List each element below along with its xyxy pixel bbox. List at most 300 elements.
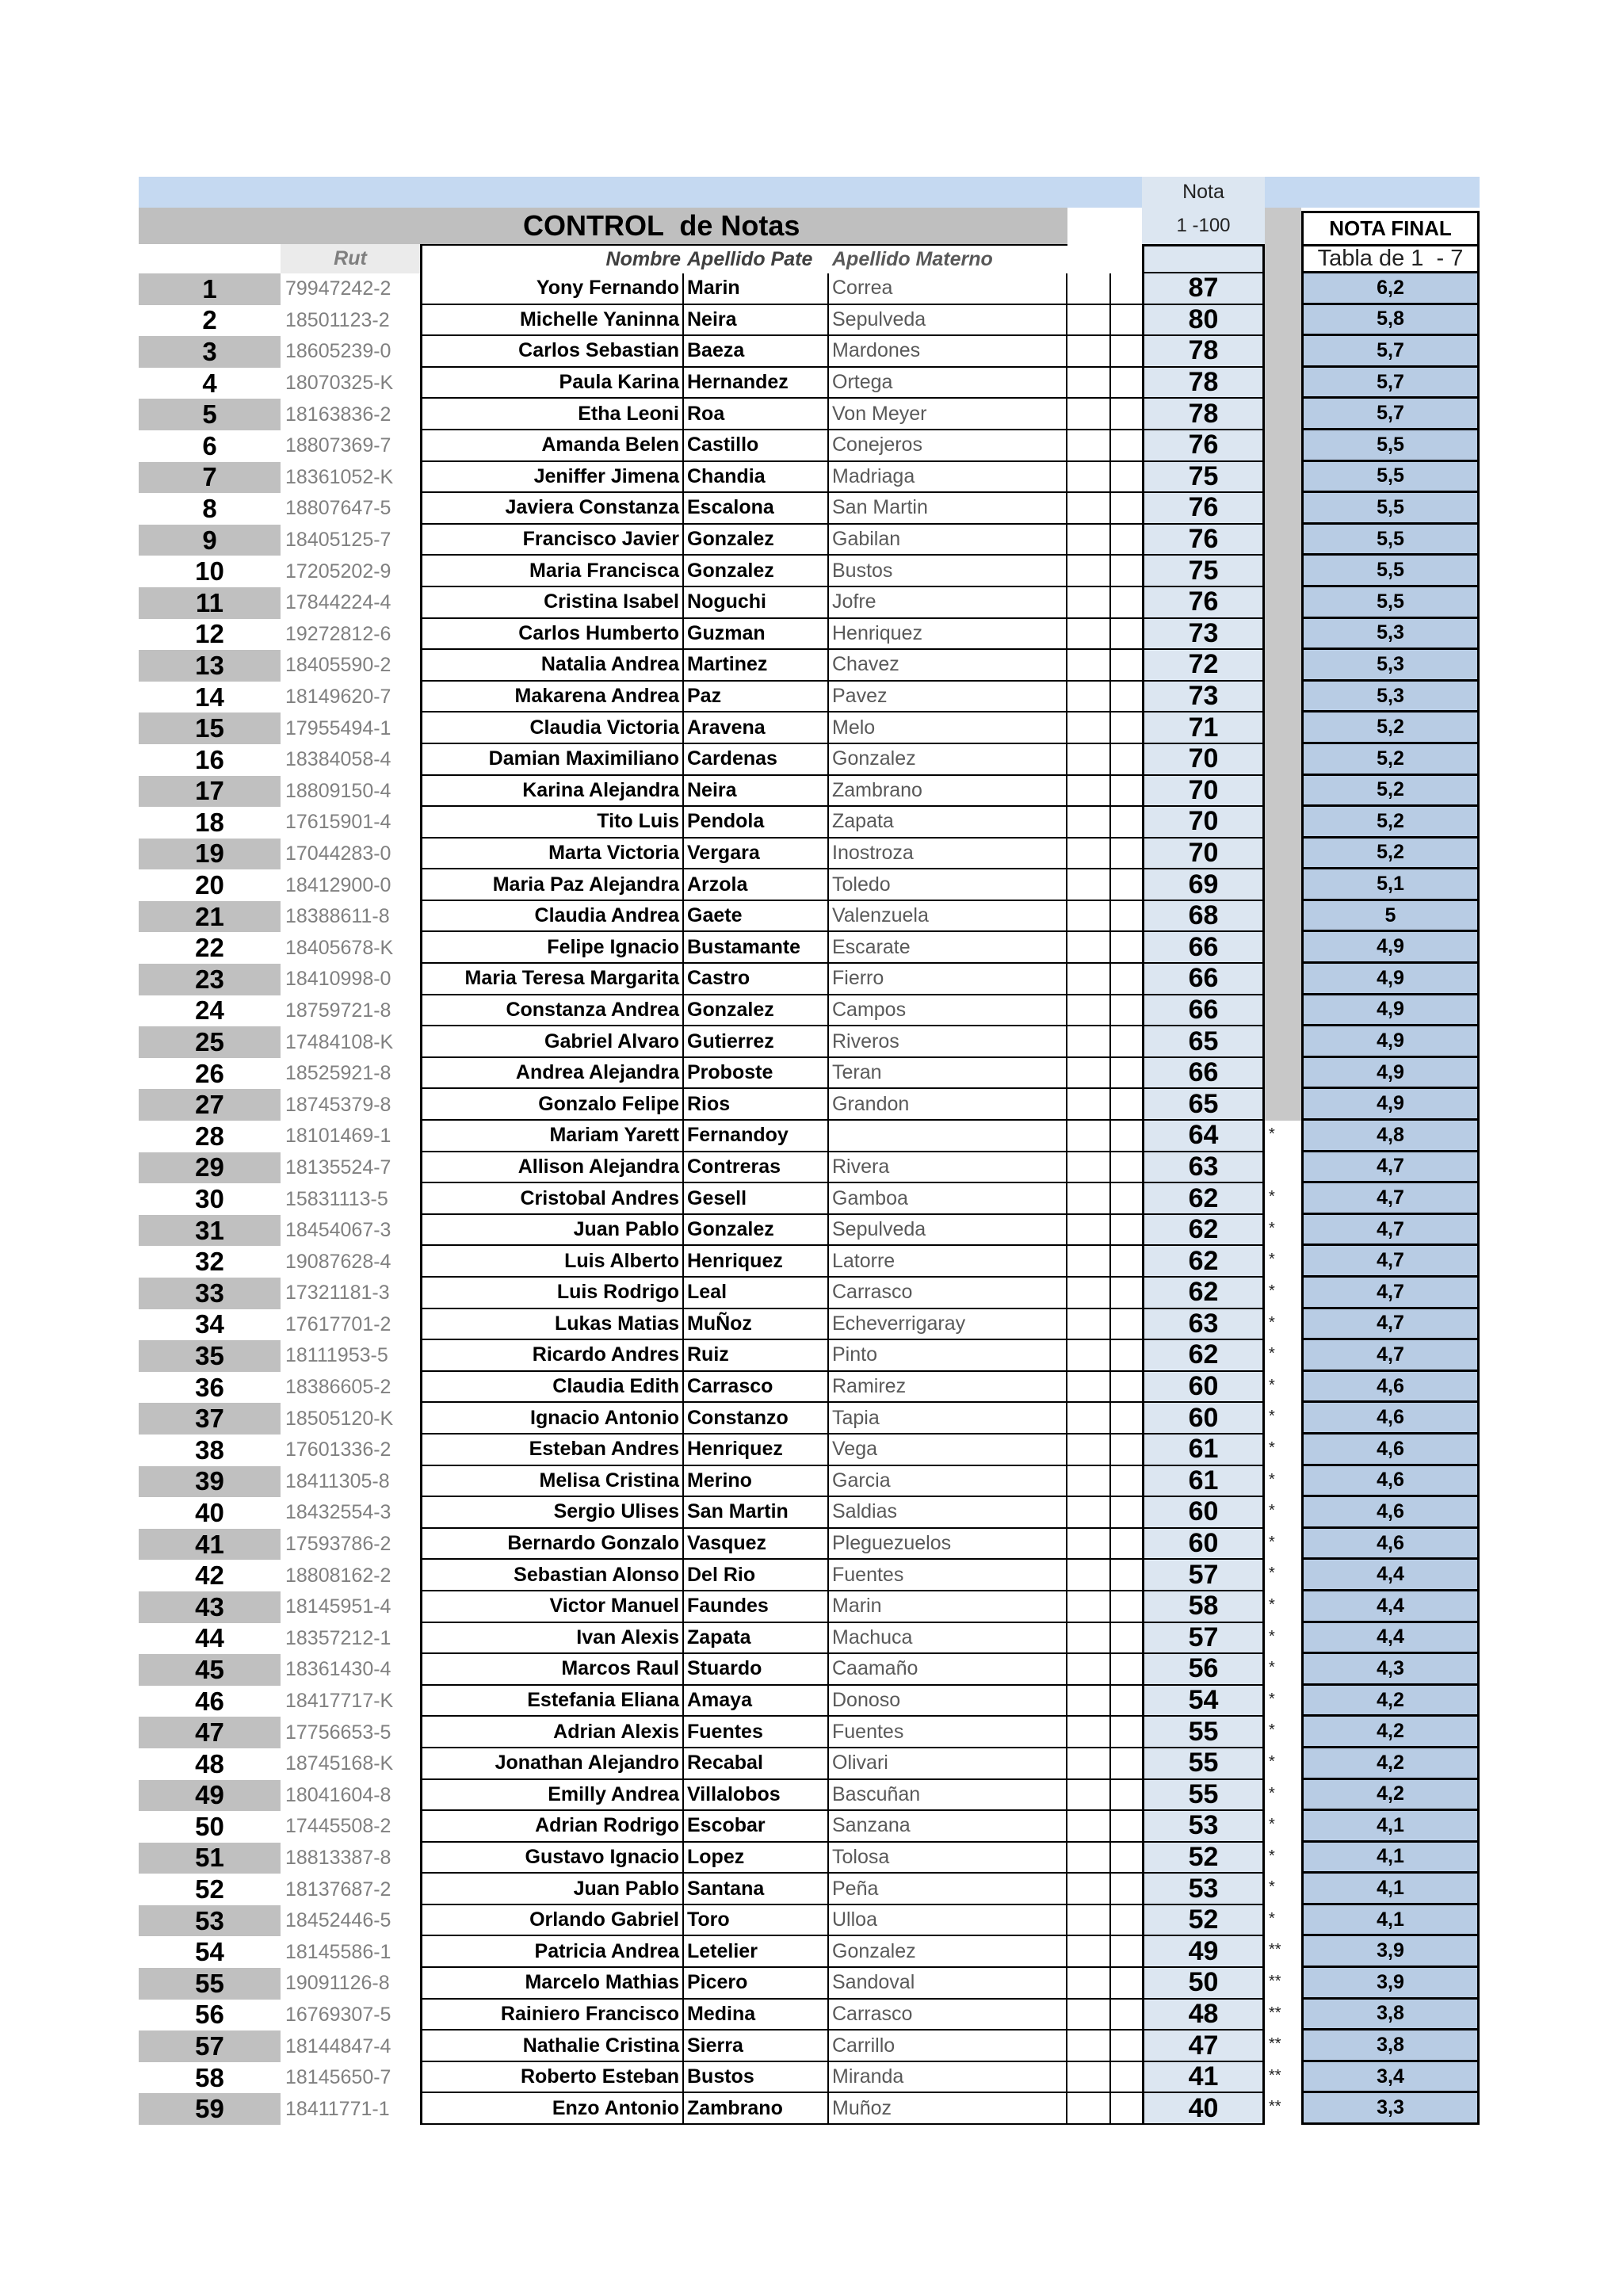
nota-cell: 65 bbox=[1142, 1026, 1265, 1058]
nota-cell: 61 bbox=[1142, 1466, 1265, 1498]
header-band bbox=[139, 177, 1142, 208]
empty-cell bbox=[1067, 1780, 1111, 1812]
nota-cell: 66 bbox=[1142, 995, 1265, 1027]
empty-cell bbox=[1067, 1058, 1111, 1090]
row-number: 59 bbox=[139, 2093, 281, 2125]
nombre-cell: Amanda Belen bbox=[420, 430, 684, 462]
rut-cell: 18144847-4 bbox=[285, 2034, 391, 2057]
nombre-cell: Maria Francisca bbox=[420, 556, 684, 587]
student-row bbox=[139, 619, 1480, 651]
student-row bbox=[139, 1121, 1480, 1152]
apellido-materno-cell: Donoso bbox=[829, 1686, 1067, 1717]
apellido-paterno-cell: Amaya bbox=[684, 1686, 829, 1717]
nota-cell: 76 bbox=[1142, 493, 1265, 525]
marca-cell bbox=[1265, 682, 1301, 713]
nombre-cell: Ivan Alexis bbox=[420, 1623, 684, 1655]
rut-cell: 18432554-3 bbox=[285, 1501, 391, 1524]
empty-cell bbox=[1067, 1215, 1111, 1247]
row-number: 55 bbox=[139, 1968, 281, 2000]
marca-column-header bbox=[1265, 208, 1301, 273]
empty-cell bbox=[1111, 430, 1142, 462]
marca-cell: * bbox=[1269, 1219, 1275, 1237]
nota-final-cell: 4,9 bbox=[1301, 964, 1480, 995]
rut-cell: 18759721-8 bbox=[285, 999, 391, 1022]
marca-cell bbox=[1265, 1058, 1301, 1090]
empty-cell bbox=[1111, 712, 1142, 744]
rut-cell: 79947242-2 bbox=[285, 277, 391, 300]
nota-final-cell: 4,9 bbox=[1301, 1089, 1480, 1121]
nota-final-cell: 5,5 bbox=[1301, 556, 1480, 587]
empty-cell bbox=[1111, 1435, 1142, 1466]
row-number: 41 bbox=[139, 1529, 281, 1561]
apellido-paterno-cell: Castillo bbox=[684, 430, 829, 462]
rut-cell: 18411771-1 bbox=[285, 2097, 390, 2120]
marca-cell: * bbox=[1269, 1721, 1275, 1740]
student-row bbox=[139, 1466, 1480, 1498]
nombre-cell: Enzo Antonio bbox=[420, 2093, 684, 2125]
nota-cell: 62 bbox=[1142, 1246, 1265, 1278]
apellido-paterno-cell: San Martin bbox=[684, 1497, 829, 1529]
student-row bbox=[139, 399, 1480, 430]
apellido-materno-cell: Tapia bbox=[829, 1403, 1067, 1435]
marca-cell bbox=[1265, 1152, 1301, 1184]
nota-final-cell: 4,2 bbox=[1301, 1780, 1480, 1812]
empty-cell bbox=[1111, 1026, 1142, 1058]
nota-final-cell: 4,7 bbox=[1301, 1152, 1480, 1184]
nombre-cell: Yony Fernando bbox=[420, 273, 684, 305]
empty-cell bbox=[1067, 1497, 1111, 1529]
apellido-paterno-cell: Castro bbox=[684, 964, 829, 995]
apellido-paterno-cell: Roa bbox=[684, 399, 829, 430]
rut-cell: 17601336-2 bbox=[285, 1438, 391, 1461]
rut-cell: 18411305-8 bbox=[285, 1469, 390, 1492]
nota-cell: 60 bbox=[1142, 1403, 1265, 1435]
apellido-materno-cell: Gabilan bbox=[829, 525, 1067, 556]
rut-cell: 18135524-7 bbox=[285, 1156, 391, 1179]
nota-final-cell: 5,2 bbox=[1301, 744, 1480, 776]
apellido-materno-cell: Chavez bbox=[829, 650, 1067, 682]
row-number: 21 bbox=[139, 901, 281, 933]
apellido-materno-cell: Escarate bbox=[829, 932, 1067, 964]
student-row bbox=[139, 556, 1480, 587]
nombre-cell: Rainiero Francisco bbox=[420, 2000, 684, 2031]
empty-cell bbox=[1067, 493, 1111, 525]
nombre-cell: Esteban Andres bbox=[420, 1435, 684, 1466]
apellido-materno-cell: Valenzuela bbox=[829, 901, 1067, 933]
marca-cell bbox=[1265, 273, 1301, 305]
marca-cell bbox=[1265, 869, 1301, 901]
apellido-paterno-cell: Fernandoy bbox=[684, 1121, 829, 1152]
nota-cell: 48 bbox=[1142, 2000, 1265, 2031]
row-number: 44 bbox=[195, 1623, 224, 1653]
student-row bbox=[139, 995, 1480, 1027]
apellido-paterno-cell: Constanzo bbox=[684, 1403, 829, 1435]
student-row bbox=[139, 1717, 1480, 1748]
row-number: 38 bbox=[195, 1435, 224, 1465]
apellido-paterno-cell: Gonzalez bbox=[684, 995, 829, 1027]
empty-cell bbox=[1067, 650, 1111, 682]
rut-cell: 18417717-K bbox=[285, 1690, 394, 1713]
apellido-materno-cell: Sepulveda bbox=[829, 1215, 1067, 1247]
marca-cell bbox=[1265, 462, 1301, 494]
apellido-paterno-cell: Rios bbox=[684, 1089, 829, 1121]
empty-cell bbox=[1111, 1780, 1142, 1812]
empty-cell bbox=[1111, 932, 1142, 964]
rut-cell: 17321181-3 bbox=[285, 1282, 390, 1305]
rut-cell: 17044283-0 bbox=[285, 842, 391, 865]
nombre-cell: Maria Teresa Margarita bbox=[420, 964, 684, 995]
empty-cell bbox=[1067, 1717, 1111, 1748]
marca-cell: * bbox=[1269, 1502, 1275, 1520]
marca-cell bbox=[1265, 493, 1301, 525]
nota-cell: 70 bbox=[1142, 744, 1265, 776]
empty-cell bbox=[1111, 744, 1142, 776]
marca-cell bbox=[1265, 556, 1301, 587]
marca-cell bbox=[1265, 807, 1301, 839]
rut-column-header: Rut bbox=[281, 244, 420, 273]
marca-cell: * bbox=[1269, 1878, 1275, 1897]
marca-cell bbox=[1265, 368, 1301, 399]
nota-final-cell: 5,2 bbox=[1301, 712, 1480, 744]
page-title: CONTROL de Notas bbox=[523, 209, 800, 242]
nota-final-cell: 5,3 bbox=[1301, 619, 1480, 651]
rut-cell: 18405678-K bbox=[285, 936, 394, 959]
apellido-paterno-cell: Faundes bbox=[684, 1591, 829, 1623]
empty-cell bbox=[1111, 1686, 1142, 1717]
empty-cell bbox=[1111, 1654, 1142, 1686]
empty-cell bbox=[1067, 1686, 1111, 1717]
nota-final-cell: 5,2 bbox=[1301, 839, 1480, 870]
nombre-cell: Luis Rodrigo bbox=[420, 1278, 684, 1309]
nota-final-cell: 4,1 bbox=[1301, 1874, 1480, 1905]
row-number: 31 bbox=[139, 1215, 281, 1247]
empty-cell bbox=[1111, 1372, 1142, 1404]
empty-cell bbox=[1111, 1089, 1142, 1121]
apellido-materno-cell: Ulloa bbox=[829, 1905, 1067, 1937]
apellido-materno-cell: Ortega bbox=[829, 368, 1067, 399]
nota-cell: 76 bbox=[1142, 525, 1265, 556]
apellido-materno-cell: Von Meyer bbox=[829, 399, 1067, 430]
empty-cell bbox=[1067, 1152, 1111, 1184]
student-row bbox=[139, 587, 1480, 619]
row-number: 7 bbox=[139, 462, 281, 494]
nota-final-cell: 5,3 bbox=[1301, 650, 1480, 682]
student-row bbox=[139, 1152, 1480, 1184]
apellido-paterno-cell: Neira bbox=[684, 776, 829, 808]
empty-cell bbox=[1067, 901, 1111, 933]
row-number: 18 bbox=[195, 807, 224, 837]
student-row bbox=[139, 839, 1480, 870]
empty-cell bbox=[1067, 368, 1111, 399]
rut-cell: 17955494-1 bbox=[285, 716, 391, 739]
empty-cell bbox=[1111, 1246, 1142, 1278]
row-number: 4 bbox=[202, 368, 217, 398]
row-number: 29 bbox=[139, 1152, 281, 1184]
nota-final-cell: 4,7 bbox=[1301, 1309, 1480, 1341]
apellido-materno-cell: Fuentes bbox=[829, 1717, 1067, 1748]
row-number: 35 bbox=[139, 1340, 281, 1372]
empty-cell bbox=[1111, 807, 1142, 839]
nota-final-cell: 5,5 bbox=[1301, 493, 1480, 525]
marca-cell: * bbox=[1269, 1376, 1275, 1394]
marca-cell bbox=[1265, 336, 1301, 368]
marca-cell: * bbox=[1269, 1564, 1275, 1583]
empty-cell bbox=[1067, 807, 1111, 839]
nombre-cell: Patricia Andrea bbox=[420, 1936, 684, 1968]
nota-final-cell: 5,5 bbox=[1301, 462, 1480, 494]
apellido-materno-cell: Zapata bbox=[829, 807, 1067, 839]
row-number: 2 bbox=[202, 305, 217, 335]
rut-cell: 18070325-K bbox=[285, 372, 394, 395]
marca-cell: * bbox=[1269, 1595, 1275, 1614]
apellido-paterno-cell: Proboste bbox=[684, 1058, 829, 1090]
apellido-materno-cell: Toledo bbox=[829, 869, 1067, 901]
rut-cell: 17615901-4 bbox=[285, 811, 391, 834]
student-row bbox=[139, 525, 1480, 556]
rut-cell: 18605239-0 bbox=[285, 340, 391, 363]
marca-cell: * bbox=[1269, 1470, 1275, 1488]
nota-final-cell: 5,8 bbox=[1301, 305, 1480, 337]
rut-cell: 19091126-8 bbox=[285, 1972, 390, 1995]
student-row bbox=[139, 1215, 1480, 1247]
row-number: 56 bbox=[195, 2000, 224, 2030]
row-number: 12 bbox=[195, 619, 224, 649]
nota-final-cell: 5,5 bbox=[1301, 430, 1480, 462]
nombre-cell: Sebastian Alonso bbox=[420, 1560, 684, 1591]
marca-cell: * bbox=[1269, 1408, 1275, 1426]
rut-cell: 18145650-7 bbox=[285, 2066, 391, 2089]
rut-cell: 18111953-5 bbox=[285, 1344, 388, 1367]
marca-cell bbox=[1265, 901, 1301, 933]
rut-cell: 18525921-8 bbox=[285, 1062, 391, 1085]
rut-cell: 18501123-2 bbox=[285, 308, 390, 331]
nota-final-cell: 3,4 bbox=[1301, 2062, 1480, 2094]
nombre-cell: Bernardo Gonzalo bbox=[420, 1529, 684, 1561]
marca-cell bbox=[1265, 430, 1301, 462]
nota-cell: 64 bbox=[1142, 1121, 1265, 1152]
student-row bbox=[139, 1026, 1480, 1058]
apellido-materno-cell: Campos bbox=[829, 995, 1067, 1027]
nota-final-cell: 5,1 bbox=[1301, 869, 1480, 901]
empty-cell bbox=[1067, 1026, 1111, 1058]
marca-cell: * bbox=[1269, 1784, 1275, 1802]
nombre-cell: Ricardo Andres bbox=[420, 1340, 684, 1372]
empty-cell bbox=[1067, 839, 1111, 870]
empty-cell bbox=[1111, 2030, 1142, 2062]
nombre-cell: Allison Alejandra bbox=[420, 1152, 684, 1184]
row-number: 1 bbox=[139, 273, 281, 305]
nombre-cell: Carlos Sebastian bbox=[420, 336, 684, 368]
student-row bbox=[139, 336, 1480, 368]
apellido-paterno-cell: Escalona bbox=[684, 493, 829, 525]
nombre-cell: Michelle Yaninna bbox=[420, 305, 684, 337]
apellido-paterno-cell: Gonzalez bbox=[684, 556, 829, 587]
empty-cell bbox=[1111, 587, 1142, 619]
marca-cell bbox=[1265, 399, 1301, 430]
empty-cell bbox=[1111, 1183, 1142, 1215]
nota-cell: 40 bbox=[1142, 2093, 1265, 2125]
marca-cell: ** bbox=[1269, 1941, 1281, 1959]
empty-cell bbox=[1111, 1905, 1142, 1937]
nota-cell: 73 bbox=[1142, 619, 1265, 651]
student-row bbox=[139, 776, 1480, 808]
nota-cell: 71 bbox=[1142, 712, 1265, 744]
nota-cell: 78 bbox=[1142, 368, 1265, 399]
rut-cell: 18813387-8 bbox=[285, 1846, 391, 1869]
nota-final-cell: 3,9 bbox=[1301, 1936, 1480, 1968]
empty-cell bbox=[1111, 1591, 1142, 1623]
apellido-materno-cell: Grandon bbox=[829, 1089, 1067, 1121]
row-number: 45 bbox=[139, 1654, 281, 1686]
nota-final-cell: 4,1 bbox=[1301, 1843, 1480, 1874]
header-band bbox=[1265, 177, 1480, 208]
row-number: 34 bbox=[195, 1309, 224, 1339]
student-row bbox=[139, 368, 1480, 399]
nombre-cell: Adrian Rodrigo bbox=[420, 1811, 684, 1843]
empty-cell bbox=[1067, 2093, 1111, 2125]
empty-cell bbox=[1111, 1874, 1142, 1905]
apellido-paterno-cell: Cardenas bbox=[684, 744, 829, 776]
nota-cell: 55 bbox=[1142, 1780, 1265, 1812]
marca-cell: * bbox=[1269, 1345, 1275, 1363]
student-row bbox=[139, 1591, 1480, 1623]
row-number: 11 bbox=[139, 587, 281, 619]
apellido-paterno-cell: Santana bbox=[684, 1874, 829, 1905]
apellido-materno-cell: Fierro bbox=[829, 964, 1067, 995]
empty-cell bbox=[1111, 1466, 1142, 1498]
marca-cell: * bbox=[1269, 1282, 1275, 1300]
rut-cell: 18137687-2 bbox=[285, 1878, 391, 1901]
apellido-materno-cell: Gamboa bbox=[829, 1183, 1067, 1215]
row-number: 39 bbox=[139, 1466, 281, 1498]
nota-cell: 58 bbox=[1142, 1591, 1265, 1623]
nombre-cell: Victor Manuel bbox=[420, 1591, 684, 1623]
apellido-paterno-cell: Gonzalez bbox=[684, 1215, 829, 1247]
nombre-cell: Francisco Javier bbox=[420, 525, 684, 556]
marca-cell bbox=[1265, 964, 1301, 995]
nota-cell: 55 bbox=[1142, 1717, 1265, 1748]
empty-cell bbox=[1067, 1905, 1111, 1937]
nota-cell: 55 bbox=[1142, 1748, 1265, 1780]
student-row bbox=[139, 305, 1480, 337]
marca-cell: ** bbox=[1269, 2066, 1281, 2084]
empty-cell bbox=[1111, 1843, 1142, 1874]
student-row bbox=[139, 2000, 1480, 2031]
rut-cell: 18807647-5 bbox=[285, 497, 391, 520]
empty-cell bbox=[1111, 2000, 1142, 2031]
empty-cell bbox=[1067, 932, 1111, 964]
marca-cell: * bbox=[1269, 1659, 1275, 1677]
empty-cell bbox=[1067, 2062, 1111, 2094]
apellido-materno-cell: Jofre bbox=[829, 587, 1067, 619]
nota-final-cell: 5,7 bbox=[1301, 368, 1480, 399]
nombre-cell: Etha Leoni bbox=[420, 399, 684, 430]
apellido-materno-cell: Carrasco bbox=[829, 1278, 1067, 1309]
student-row bbox=[139, 1340, 1480, 1372]
empty-cell bbox=[1067, 964, 1111, 995]
apellido-materno-column-header: Apellido Materno bbox=[829, 244, 1067, 273]
empty-cell bbox=[1111, 1811, 1142, 1843]
empty-cell bbox=[1111, 839, 1142, 870]
apellido-materno-cell: Conejeros bbox=[829, 430, 1067, 462]
rut-cell: 18361052-K bbox=[285, 465, 394, 488]
student-row bbox=[139, 869, 1480, 901]
apellido-paterno-cell: MuÑoz bbox=[684, 1309, 829, 1341]
nota-cell: 60 bbox=[1142, 1529, 1265, 1561]
nombre-cell: Claudia Andrea bbox=[420, 901, 684, 933]
nota-final-cell: 6,2 bbox=[1301, 273, 1480, 305]
marca-cell bbox=[1265, 1089, 1301, 1121]
rut-cell: 18149620-7 bbox=[285, 686, 391, 709]
row-number: 49 bbox=[139, 1780, 281, 1812]
apellido-materno-cell: Echeverrigaray bbox=[829, 1309, 1067, 1341]
apellido-materno-cell: Saldias bbox=[829, 1497, 1067, 1529]
marca-cell bbox=[1265, 995, 1301, 1027]
row-number: 54 bbox=[195, 1937, 224, 1967]
nombre-cell: Juan Pablo bbox=[420, 1215, 684, 1247]
nota-final-cell: 4,6 bbox=[1301, 1403, 1480, 1435]
nota-cell: 76 bbox=[1142, 430, 1265, 462]
rut-cell: 17593786-2 bbox=[285, 1533, 391, 1556]
nombre-cell: Maria Paz Alejandra bbox=[420, 869, 684, 901]
nota-column-header bbox=[1142, 244, 1265, 273]
empty-cell bbox=[1111, 1215, 1142, 1247]
rut-cell: 18388611-8 bbox=[285, 905, 390, 928]
nombre-cell: Paula Karina bbox=[420, 368, 684, 399]
rut-cell: 18505120-K bbox=[285, 1407, 394, 1430]
row-number: 42 bbox=[195, 1561, 224, 1591]
empty-cell bbox=[1111, 776, 1142, 808]
empty-cell bbox=[1067, 619, 1111, 651]
empty-cell bbox=[1067, 1968, 1111, 2000]
empty-cell bbox=[1067, 1089, 1111, 1121]
apellido-materno-cell: Carrasco bbox=[829, 2000, 1067, 2031]
nota-cell: 50 bbox=[1142, 1968, 1265, 2000]
marca-cell: * bbox=[1269, 1438, 1275, 1457]
row-number: 23 bbox=[139, 964, 281, 995]
empty-cell bbox=[1067, 1623, 1111, 1655]
empty-cell bbox=[1067, 1340, 1111, 1372]
empty-cell bbox=[1111, 901, 1142, 933]
apellido-paterno-cell: Fuentes bbox=[684, 1717, 829, 1748]
nota-final-cell: 4,9 bbox=[1301, 995, 1480, 1027]
rut-cell: 18410998-0 bbox=[285, 968, 391, 991]
marca-cell bbox=[1265, 305, 1301, 337]
row-number: 36 bbox=[195, 1372, 224, 1402]
nota-final-cell: 4,1 bbox=[1301, 1905, 1480, 1937]
apellido-materno-cell: Correa bbox=[829, 273, 1067, 305]
empty-cell bbox=[1111, 1058, 1142, 1090]
student-row bbox=[139, 1936, 1480, 1968]
rut-cell: 18357212-1 bbox=[285, 1626, 391, 1649]
nota-cell: 70 bbox=[1142, 776, 1265, 808]
student-row bbox=[139, 1843, 1480, 1874]
row-number: 20 bbox=[195, 870, 224, 900]
apellido-paterno-cell: Henriquez bbox=[684, 1246, 829, 1278]
student-row bbox=[139, 1654, 1480, 1686]
empty-cell bbox=[1067, 1560, 1111, 1591]
apellido-materno-cell: Melo bbox=[829, 712, 1067, 744]
nota-cell: 52 bbox=[1142, 1843, 1265, 1874]
apellido-materno-cell: Zambrano bbox=[829, 776, 1067, 808]
nombre-cell: Tito Luis bbox=[420, 807, 684, 839]
row-number: 40 bbox=[195, 1497, 224, 1527]
rut-cell: 18412900-0 bbox=[285, 873, 391, 896]
apellido-paterno-cell: Carrasco bbox=[684, 1372, 829, 1404]
empty-cell bbox=[1111, 305, 1142, 337]
apellido-materno-cell: San Martin bbox=[829, 493, 1067, 525]
nota-final-cell: 4,2 bbox=[1301, 1686, 1480, 1717]
